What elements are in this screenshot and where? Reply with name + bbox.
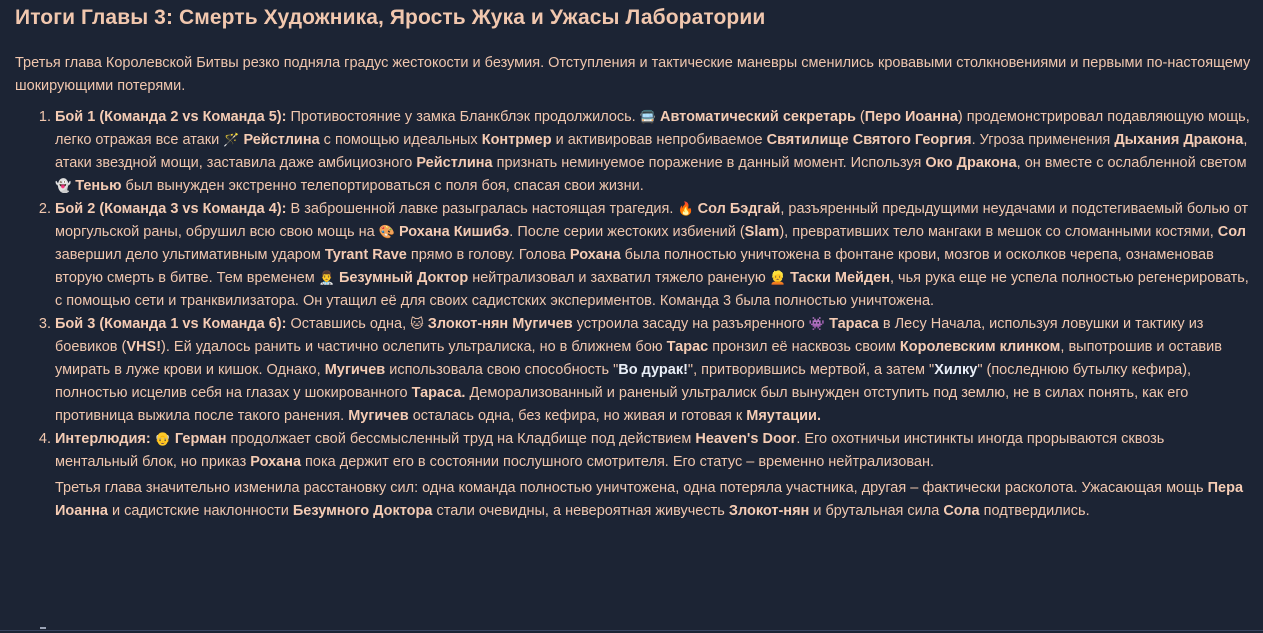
bold-text: Пера Иоанна — [55, 480, 1244, 519]
text-run: был вынужден экстренно телепортироваться с поля боя, спасая свои жизни. — [121, 178, 644, 194]
emoji-icon: 🐱 — [410, 317, 424, 332]
bold-text: Перо Иоанна — [864, 109, 958, 125]
text-run: и активировав непробиваемое — [551, 132, 767, 148]
list-item-battle-1 — [55, 106, 1251, 198]
text-run: , чья рука еще не успела полностью регенерировать, с помощью сети и транквилизатора. Он утащил её для своих садистских экспериментов. Команда 3 была полностью уничтожена. — [55, 270, 1249, 309]
bold-text: Королевским клинком — [899, 339, 1061, 355]
bold-text: Око Дракона — [925, 155, 1017, 171]
text-run: устроила засаду на разъяренного — [572, 316, 809, 332]
text-run: нейтрализовал и захватил тяжело раненую — [468, 270, 770, 286]
bold-text: Tyrant Rave — [324, 247, 407, 263]
bold-text: Святилище Святого Георгия — [766, 132, 972, 148]
text-run: в Лесу Начала, используя ловушки и тактику из боевиков ( — [55, 316, 1204, 355]
bold-text: Рохана — [569, 247, 621, 263]
bold-text: Мяутации. — [746, 408, 821, 424]
bold-text: Рохана Кишибэ — [398, 224, 510, 240]
text-run: Противостояние у замка Бланкблэк продолжилось. — [286, 109, 640, 125]
next-line-marker — [40, 627, 46, 629]
text-run: была полностью уничтожена в фонтане крови, мозгов и осколков черепа, ознаменовав вторую смерть в битве. Тем временем — [55, 247, 1214, 286]
bold-text: Рохана — [250, 454, 302, 470]
bold-text: Мугичев — [324, 362, 386, 378]
text-run: , он вместе с ослабленной светом — [1016, 155, 1247, 171]
text-run: ), превративших тело мангаки в мешок со сломанными костями, — [779, 224, 1218, 240]
bold-text: Злокот-нян — [728, 503, 810, 519]
text-run: ). Ей удалось ранить и частично ослепить ультралиска, но в ближнем бою — [161, 339, 667, 355]
emoji-icon: 🚍 — [639, 110, 656, 125]
bold-text: Бой 2 (Команда 3 vs Команда 4): — [55, 201, 287, 217]
list-item-battle-3 — [55, 313, 1251, 428]
text-run: Деморализованный и раненый ультралиск был вынужден отступить под землю, не в силах понять, как его противница выжила после такого ранения. — [55, 385, 1189, 424]
bold-text: Контрмер — [481, 132, 552, 148]
text-run: Третья глава значительно изменила расстановку сил: одна команда полностью уничтожена, одна потеряла участника, другая – фактически расколота. Ужасающая мощь — [55, 480, 1208, 496]
text-run: прямо в голову. Голова — [406, 247, 570, 263]
text-run: стали очевидны, а невероятная живучесть — [432, 503, 729, 519]
emoji-icon: 👻 — [55, 179, 72, 194]
emoji-icon: 👾 — [808, 317, 826, 332]
text-run: , атаки звездной мощи, заставила даже амбициозного — [55, 132, 1248, 171]
bold-text: Slam — [744, 224, 780, 240]
text-run: . Угроза применения — [971, 132, 1115, 148]
text-run: признать неминуемое поражение в данный момент. Используя — [492, 155, 926, 171]
text-run: использовала свою способность " — [385, 362, 619, 378]
page-title: Итоги Главы 3: Смерть Художника, Ярость Жука и Ужасы Лаборатории — [15, 6, 766, 29]
bold-text: Дыхания Дракона — [1114, 132, 1244, 148]
bold-text: Тараса — [829, 316, 879, 332]
bold-text: Тараса. — [411, 385, 466, 401]
text-run: и садистские наклонности — [107, 503, 293, 519]
bold-text: Сола — [943, 503, 980, 519]
text-run: , разъяренный предыдущими неудачами и подстегиваемый болью от моргульской раны, обрушил всю свою мощь на — [55, 201, 1249, 240]
bold-text: Бой 3 (Команда 1 vs Команда 6): — [55, 316, 287, 332]
emoji-icon: 🔥 — [677, 202, 694, 217]
bold-text: Таски Мейден — [790, 270, 890, 286]
text-run: осталась одна, без кефира, но живая и готовая к — [408, 408, 747, 424]
bold-text: Мугичев — [348, 408, 409, 424]
bold-text: Интерлюдия: — [55, 431, 151, 447]
text-run: В заброшенной лавке разыгралась настоящая трагедия. — [286, 201, 678, 217]
emoji-icon: 👴 — [154, 432, 171, 447]
text-run: . Его охотничьи инстинкты иногда прорываются сквозь ментальный блок, но приказ — [55, 431, 1165, 470]
text-run: пока держит его в состоянии послушного смотрителя. Его статус – временно нейтрализован. — [301, 454, 934, 470]
emoji-icon: 👨‍⚕️ — [318, 271, 335, 286]
text-run: ) продемонстрировал подавляющую мощь, легко отражая все атаки — [55, 109, 1250, 148]
divider — [0, 630, 1263, 631]
battle-list — [15, 106, 1251, 474]
bold-text: Рейстлина — [243, 132, 320, 148]
bold-text: Сол Бэдгай — [697, 201, 781, 217]
bold-text: Безумный Доктор — [338, 270, 469, 286]
text-run: , выпотрошив и оставив умирать в луже крови и кишок. Однако, — [55, 339, 1222, 378]
bold-text: Хилку — [934, 362, 978, 378]
text-run: продолжает свой бессмысленный труд на Кладбище под действием — [226, 431, 696, 447]
text-run: . После серии жестоких избиений ( — [509, 224, 745, 240]
bold-text: VHS! — [126, 339, 162, 355]
bold-text: Безумного Доктора — [292, 503, 433, 519]
text-run: пронзил её насквозь своим — [708, 339, 900, 355]
emoji-icon: 👱 — [769, 271, 787, 286]
summary-paragraph — [55, 477, 1251, 523]
text-run: подтвердились. — [979, 503, 1090, 519]
bold-text: Тенью — [75, 178, 122, 194]
emoji-icon: 🎨 — [378, 225, 395, 240]
bold-text: Рейстлина — [416, 155, 493, 171]
text-run: Оставшись одна, — [286, 316, 411, 332]
bold-text: Сол — [1217, 224, 1246, 240]
text-run: " (последнюю бутылку кефира), полностью исцелив себя на глазах у шокированного — [55, 362, 1192, 401]
text-run: завершил дело ультимативным ударом — [55, 247, 325, 263]
bold-text: Во дурак! — [618, 362, 688, 378]
list-item-interlude — [55, 428, 1251, 474]
bold-text: Тарас — [666, 339, 709, 355]
bold-text: Герман — [174, 431, 227, 447]
bold-text: Heaven's Door — [695, 431, 797, 447]
text-run: ", притворившись мертвой, а затем " — [687, 362, 935, 378]
emoji-icon: 🪄 — [223, 133, 240, 148]
intro-paragraph: Третья глава Королевской Битвы резко подняла градус жестокости и безумия. Отступления и тактические маневры сменились кровавыми столкновениями и первыми по-настоящему шокирующими потерями. — [15, 55, 1251, 94]
bold-text: Бой 1 (Команда 2 vs Команда 5): — [55, 109, 287, 125]
list-item-battle-2 — [55, 198, 1251, 313]
bold-text: Злокот-нян Мугичев — [427, 316, 573, 332]
text-run: ( — [855, 109, 865, 125]
text-run: с помощью идеальных — [319, 132, 482, 148]
text-run: и брутальная сила — [809, 503, 944, 519]
bold-text: Автоматический секретарь — [659, 109, 856, 125]
